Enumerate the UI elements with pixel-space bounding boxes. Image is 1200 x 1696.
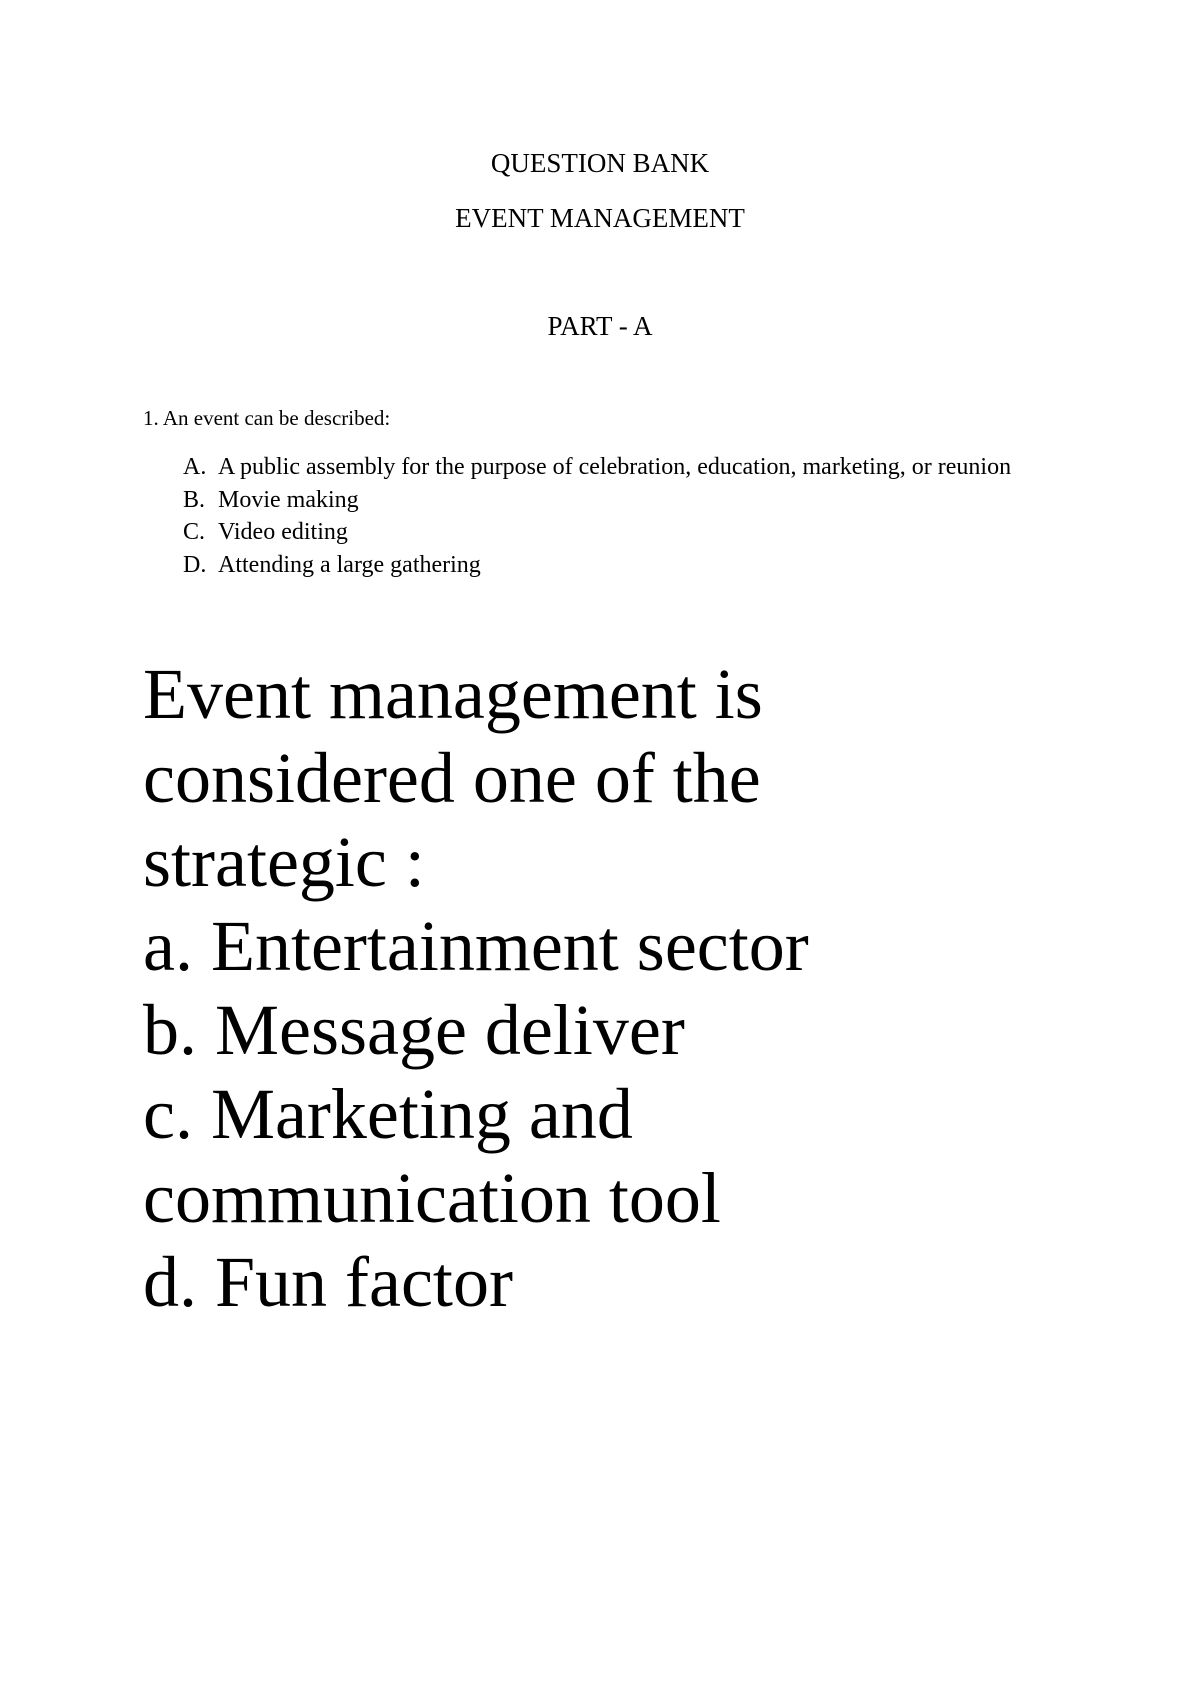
question-1-options [143, 451, 1043, 581]
option-letter: A. [183, 454, 207, 480]
option-letter: D. [183, 551, 207, 578]
option-text: Movie making [218, 486, 359, 513]
document-title: QUESTION BANK [490, 148, 710, 178]
document-subject: EVENT MANAGEMENT [455, 203, 745, 233]
question-2-option-b: b. Message deliver [143, 990, 685, 1070]
option-text: Attending a large gathering [218, 551, 481, 578]
question-2-option-a: a. Entertainment sector [143, 906, 809, 986]
option-d [143, 549, 1043, 582]
option-letter: B. [183, 486, 206, 513]
option-b [143, 484, 1043, 517]
option-a [143, 451, 1043, 484]
option-letter: C. [183, 519, 206, 545]
question-2-line: Event management is [143, 654, 763, 734]
question-2-line: strategic : [143, 822, 425, 902]
question-2-block [143, 652, 1143, 1324]
question-1-prompt: 1. An event can be described: [143, 406, 391, 430]
option-c [143, 516, 1043, 549]
option-text: A public assembly for the purpose of celebration, education, marketing, or reunion [218, 454, 1012, 480]
question-2-option-d: d. Fun factor [143, 1242, 513, 1322]
question-2-option-c: c. Marketing and [143, 1074, 633, 1154]
question-2-option-c-cont: communication tool [143, 1158, 721, 1238]
question-2-line: considered one of the [143, 738, 761, 818]
section-heading: PART - A [547, 311, 653, 341]
option-text: Video editing [218, 519, 348, 545]
